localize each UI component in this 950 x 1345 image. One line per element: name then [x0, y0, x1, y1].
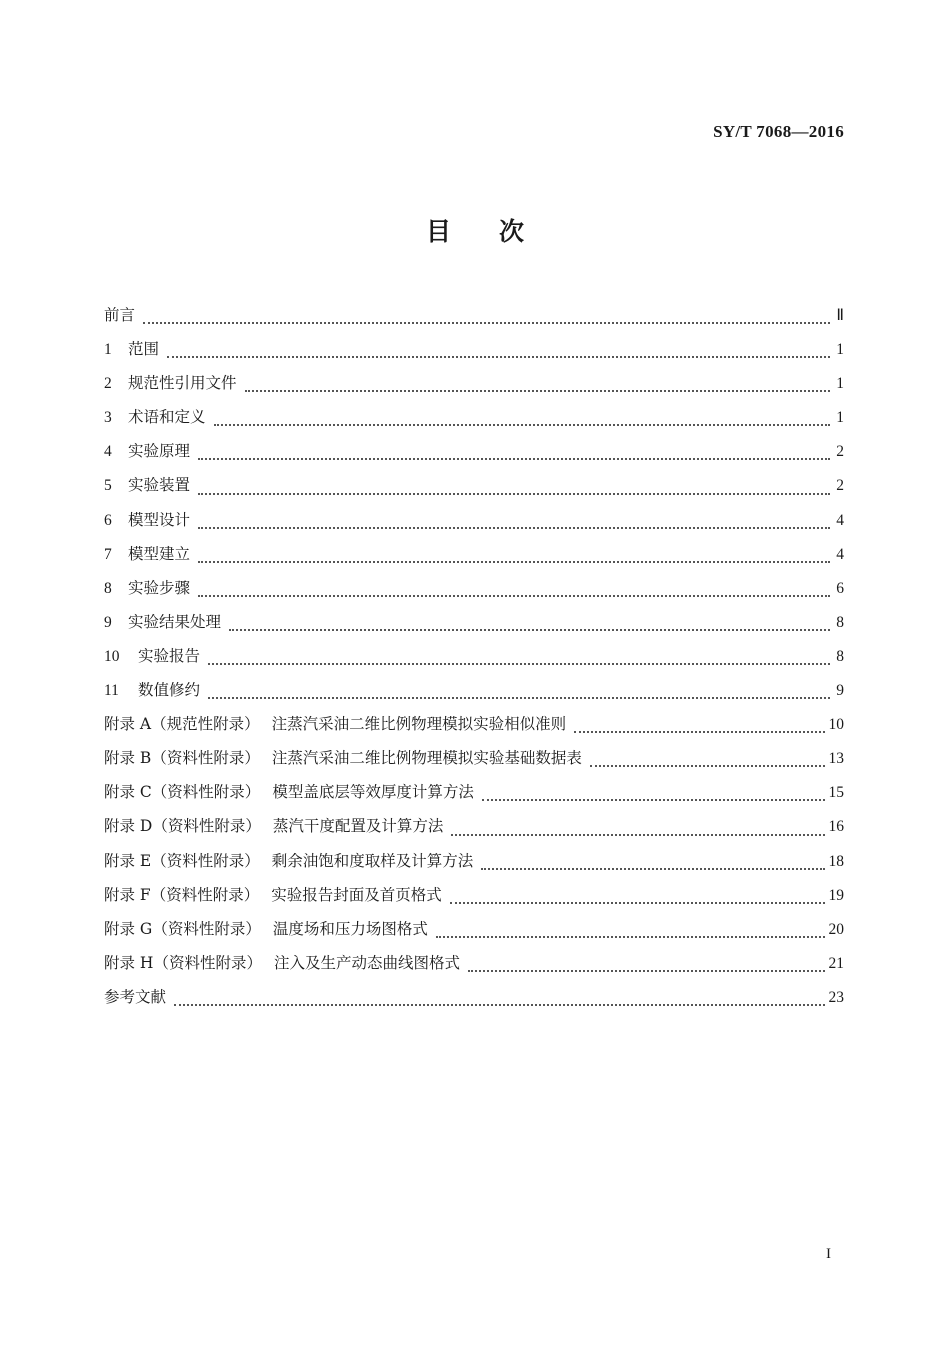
dot-leader	[143, 321, 830, 324]
toc-appendix-entry[interactable]	[104, 883, 844, 917]
dot-leader	[481, 867, 824, 870]
dot-leader	[167, 355, 830, 358]
dot-leader	[245, 389, 830, 392]
toc-appendix-entry[interactable]	[104, 746, 844, 780]
toc-entry-number: 8	[104, 579, 112, 597]
dot-leader	[482, 798, 825, 801]
toc-entry-number: 1	[104, 341, 112, 359]
toc-entry-page: 19	[828, 886, 844, 904]
toc-entry-page: 21	[828, 954, 844, 972]
dot-leader	[450, 901, 825, 904]
toc-entry-label: 实验装置	[128, 476, 191, 495]
dot-leader	[436, 935, 825, 938]
standard-code: SY/T 7068—2016	[713, 122, 844, 141]
toc-entry-label: 实验原理	[128, 442, 191, 461]
toc-entry-page: 8	[836, 613, 844, 631]
toc-entry[interactable]	[104, 508, 844, 542]
toc-entry-number: 4	[104, 443, 112, 461]
appendix-id: 附录 G	[104, 919, 153, 938]
toc-entry[interactable]	[104, 644, 844, 678]
dot-leader	[229, 628, 830, 631]
page-number: I	[826, 1246, 831, 1262]
dot-leader	[198, 457, 830, 460]
appendix-kind: （资料性附录）	[151, 783, 261, 802]
toc-entry-label: 术语和定义	[128, 408, 206, 427]
appendix-id: 附录 B	[104, 749, 152, 768]
toc-entry-label: 模型建立	[128, 544, 191, 563]
toc-entry-label: 温度场和压力场图格式	[272, 919, 428, 938]
toc-entry-label: 注蒸汽采油二维比例物理模拟实验基础数据表	[271, 749, 582, 768]
title-char-1: 目	[425, 217, 451, 246]
toc-entry-label: 范围	[128, 340, 160, 359]
toc-entry-page: 13	[828, 750, 844, 768]
toc-appendix-entry[interactable]	[104, 780, 844, 814]
toc-entry-page: 6	[836, 579, 844, 597]
dot-leader	[468, 969, 825, 972]
toc-entry-page: 1	[836, 375, 844, 393]
toc-appendix-entry[interactable]	[104, 951, 844, 985]
dot-leader	[208, 662, 830, 665]
toc-entry-number: 7	[104, 545, 112, 563]
toc-entry[interactable]	[104, 678, 844, 712]
dot-leader	[198, 560, 830, 563]
appendix-kind: （资料性附录）	[150, 885, 260, 904]
appendix-id: 附录 D	[104, 817, 153, 836]
toc-entry-label: 实验报告	[138, 646, 201, 665]
toc-entry[interactable]	[104, 405, 844, 439]
dot-leader	[174, 1003, 824, 1006]
toc-entry-label: 模型设计	[128, 510, 191, 529]
toc-entry-number: 5	[104, 477, 112, 495]
toc-entry[interactable]	[104, 303, 844, 337]
toc-appendix-entry[interactable]	[104, 917, 844, 951]
table-of-contents	[104, 303, 844, 1019]
toc-entry-page: 2	[836, 443, 844, 461]
toc-entry-page: 16	[828, 818, 844, 836]
appendix-kind: （资料性附录）	[152, 919, 261, 938]
toc-entry-number: 2	[104, 375, 112, 393]
toc-entry[interactable]	[104, 610, 844, 644]
toc-appendix-entry[interactable]	[104, 849, 844, 883]
toc-entry-page: 18	[828, 852, 844, 870]
dot-leader	[198, 526, 830, 529]
toc-entry-page: 8	[836, 647, 844, 665]
dot-leader	[451, 833, 824, 836]
toc-entry-page: 10	[828, 716, 844, 734]
toc-entry-page: 23	[828, 988, 844, 1006]
toc-entry-label: 数值修约	[138, 681, 201, 700]
toc-entry-number: 6	[104, 511, 112, 529]
appendix-id: 附录 F	[104, 885, 151, 904]
toc-entry-page: 20	[828, 920, 844, 938]
appendix-kind: （资料性附录）	[153, 953, 262, 972]
toc-entry-label: 前言	[104, 306, 136, 324]
dot-leader	[198, 492, 830, 495]
dot-leader	[214, 423, 830, 426]
appendix-kind: （资料性附录）	[151, 851, 260, 870]
toc-entry-label: 模型盖底层等效厚度计算方法	[272, 783, 474, 802]
appendix-kind: （规范性附录）	[151, 715, 260, 734]
appendix-id: 附录 H	[104, 953, 154, 972]
toc-entry-label: 注入及生产动态曲线图格式	[273, 953, 460, 972]
toc-entry-page: 1	[836, 341, 844, 359]
title-char-2: 次	[499, 217, 525, 246]
toc-entry[interactable]	[104, 473, 844, 507]
dot-leader	[574, 730, 824, 733]
appendix-id: 附录 C	[104, 783, 152, 802]
toc-entry-page: 1	[836, 409, 844, 427]
toc-entry-label: 剩余油饱和度取样及计算方法	[271, 851, 474, 870]
dot-leader	[208, 696, 830, 699]
toc-appendix-entry[interactable]	[104, 712, 844, 746]
toc-entry-page: 4	[836, 545, 844, 563]
appendix-kind: （资料性附录）	[152, 817, 261, 836]
dot-leader	[198, 594, 830, 597]
toc-entry-label: 蒸汽干度配置及计算方法	[272, 817, 444, 836]
toc-entry-references[interactable]	[104, 985, 844, 1019]
toc-entry[interactable]	[104, 371, 844, 405]
toc-entry-label: 参考文献	[104, 987, 167, 1006]
toc-entry-page: Ⅱ	[836, 307, 844, 324]
toc-appendix-entry[interactable]	[104, 814, 844, 848]
toc-entry-label: 实验结果处理	[128, 612, 222, 631]
appendix-id: 附录 E	[104, 851, 152, 870]
toc-entry[interactable]	[104, 542, 844, 576]
toc-entry-label: 注蒸汽采油二维比例物理模拟实验相似准则	[271, 715, 567, 734]
appendix-kind: （资料性附录）	[151, 749, 260, 768]
dot-leader	[590, 764, 825, 767]
toc-entry-number: 3	[104, 409, 112, 427]
toc-entry[interactable]	[104, 337, 844, 371]
toc-entry-number: 9	[104, 613, 112, 631]
toc-entry-label: 实验报告封面及首页格式	[271, 885, 442, 904]
toc-entry-page: 2	[836, 477, 844, 495]
toc-entry-number: 11	[104, 682, 119, 700]
toc-entry-page: 4	[836, 511, 844, 529]
toc-entry-number: 10	[104, 647, 120, 665]
toc-entry[interactable]	[104, 576, 844, 610]
appendix-id: 附录 A	[104, 715, 152, 734]
toc-entry-label: 规范性引用文件	[128, 374, 237, 393]
toc-entry-label: 实验步骤	[128, 578, 191, 597]
page-title	[0, 212, 950, 248]
toc-entry[interactable]	[104, 439, 844, 473]
toc-entry-page: 9	[836, 682, 844, 700]
toc-entry-page: 15	[828, 784, 844, 802]
